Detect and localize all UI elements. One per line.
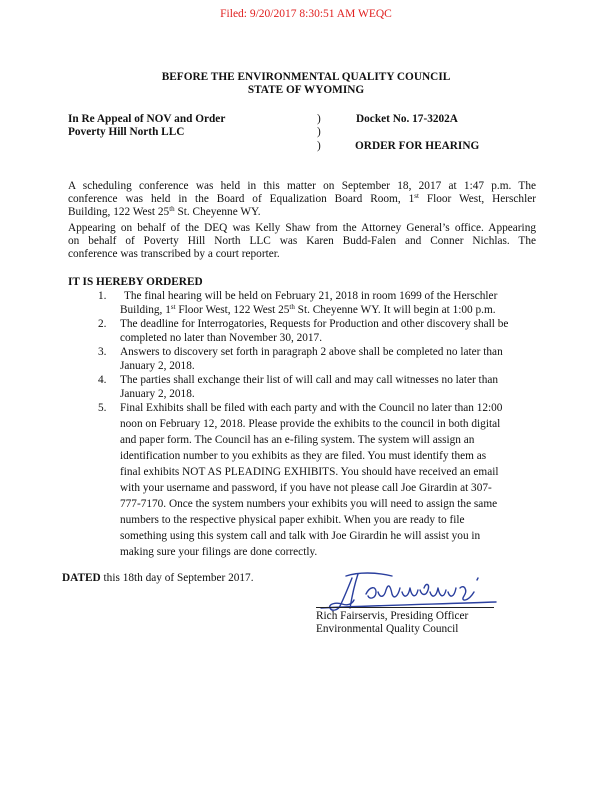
paragraph-line: [68, 193, 536, 206]
item-line: final exhibits NOT AS PLEADING EXHIBITS. You should have received an email: [120, 466, 499, 478]
item-line: completed no later than November 30, 2017.: [120, 332, 323, 344]
dated-line: [62, 572, 254, 585]
item-line: 777-7170. Once the system numbers your exhibits you will need to assign the same: [120, 498, 498, 510]
signer-organization: Environmental Quality Council: [316, 623, 459, 635]
ordered-heading: IT IS HEREBY ORDERED: [68, 276, 203, 288]
paragraph-line: conference was transcribed by a court reporter.: [68, 248, 280, 260]
item-line: and paper form. The Council has an e-filing system. The system will assign an: [120, 434, 475, 446]
appearances-paragraph: [68, 222, 536, 262]
paragraph-line: on behalf of Poverty Hill North LLC was Karen Budd-Falen and Conner Nichlas. The: [68, 235, 536, 247]
item-number: 3.: [98, 346, 107, 358]
item-line: with your username and password, if you have not please call Joe Girardin at 307-: [120, 482, 492, 494]
caption-paren: ): [317, 140, 321, 152]
superscript: th: [169, 205, 175, 213]
superscript: st: [414, 192, 419, 200]
item-line: identification number to you exhibits as they are filed. You must identify them as: [120, 450, 487, 462]
dated-label: DATED: [62, 572, 101, 584]
state-heading: STATE OF WYOMING: [247, 84, 365, 96]
dated-text: this 18th day of September 2017.: [100, 572, 254, 584]
order-title: ORDER FOR HEARING: [355, 140, 480, 152]
item-line: numbers to the respective physical paper exhibit. When you are ready to file: [120, 514, 465, 526]
scheduling-paragraph: [68, 180, 536, 220]
text-run: Floor West, Herschler: [418, 193, 537, 205]
item-number: 5.: [98, 402, 107, 414]
filed-stamp: Filed: 9/20/2017 8:30:51 AM WEQC: [220, 8, 392, 20]
item-line: The parties shall exchange their list of will call and may call witnesses no later than: [120, 374, 499, 386]
signer-name: Rich Fairservis, Presiding Officer: [316, 610, 469, 622]
item-line: January 2, 2018.: [120, 360, 195, 372]
item-number: 2.: [98, 318, 107, 330]
item-line: The deadline for Interrogatories, Requests for Production and other discovery shall be: [120, 318, 509, 330]
item-line: Final Exhibits shall be filed with each party and with the Council no later than 12:00: [120, 402, 503, 414]
item-number: 4.: [98, 374, 107, 386]
item-line: Answers to discovery set forth in paragraph 2 above shall be completed no later than: [120, 346, 503, 358]
item-line: [120, 304, 496, 317]
item-line: noon on February 12, 2018. Please provide the exhibits to the council in both digital: [120, 418, 501, 430]
order-item-1: [68, 290, 538, 318]
paragraph-line: [68, 206, 261, 219]
caption-case-title: In Re Appeal of NOV and Order: [68, 113, 226, 125]
paragraph-line: A scheduling conference was held in this matter on September 18, 2017 at 1:47 p.m. The: [68, 180, 536, 192]
item-line: January 2, 2018.: [120, 388, 195, 400]
text-run: Building, 1: [120, 304, 171, 316]
order-item-4: [68, 374, 538, 402]
order-item-2: [68, 318, 538, 346]
superscript: th: [289, 303, 295, 311]
item-number: 1.: [98, 290, 107, 302]
order-item-5: [68, 402, 538, 562]
text-run: conference was held in the Board of Equalization Board Room, 1: [68, 193, 415, 205]
text-run: Floor West, 122 West 25: [175, 304, 290, 316]
item-line: something using this system call and talk with Joe Girardin he will assist you in: [120, 530, 481, 542]
caption-paren: ): [317, 126, 321, 138]
order-item-3: [68, 346, 538, 374]
caption-paren: ): [317, 113, 321, 125]
text-run: Building, 122 West 25: [68, 206, 170, 218]
text-run: St. Cheyenne WY. It will begin at 1:00 p.m.: [294, 304, 496, 316]
council-heading: BEFORE THE ENVIRONMENTAL QUALITY COUNCIL: [161, 71, 451, 83]
text-run: St. Cheyenne WY.: [174, 206, 261, 218]
signature-ink: [321, 573, 496, 610]
item-line: The final hearing will be held on February 21, 2018 in room 1699 of the Herschler: [124, 290, 498, 302]
superscript: st: [170, 303, 176, 311]
signature-line: [316, 607, 494, 608]
caption-party-name: Poverty Hill North LLC: [68, 126, 185, 138]
item-line: making sure your filings are done correctly.: [120, 546, 318, 558]
docket-number: Docket No. 17-3202A: [356, 113, 458, 125]
paragraph-line: Appearing on behalf of the DEQ was Kelly Shaw from the Attorney General’s office. Appearing: [68, 222, 536, 234]
